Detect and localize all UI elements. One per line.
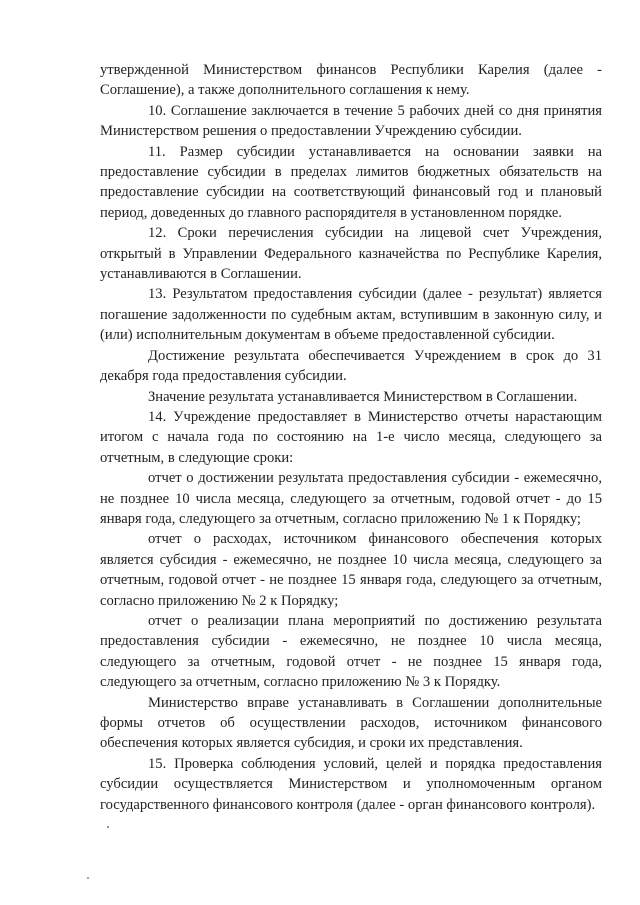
paragraph-15: 15. Проверка соблюдения условий, целей и порядка предоставления субсидии осуществляется Министерством и уполномоченным органом государственного финансового контроля (далее - орган финансового контроля). bbox=[100, 755, 602, 813]
paragraph-continuation: утвержденной Министерством финансов Республики Карелия (далее - Соглашение), а также дополнительного соглашения к нему. bbox=[100, 62, 602, 99]
paragraph-14-report-result: отчет о достижении результата предоставления субсидии - ежемесячно, не позднее 10 числа месяца, следующего за отчетным, годовой отчет - до 15 января года, следующего за отчетным, согласно приложению № 1 к Порядку; bbox=[100, 470, 602, 527]
paragraph-12: 12. Сроки перечисления субсидии на лицевой счет Учреждения, открытый в Управлении Федерального казначейства по Республике Карелия, устанавливаются в Соглашении. bbox=[100, 225, 602, 283]
paragraph-14-additional-forms: Министерство вправе устанавливать в Соглашении дополнительные формы отчетов об осуществлении расходов, источником финансового обеспечения которых является субсидия, и сроки их представления. bbox=[100, 694, 602, 752]
paragraph-14-report-plan: отчет о реализации плана мероприятий по достижению результата предоставления субсидии - ежемесячно, не позднее 10 числа месяца, следующего за отчетным, годовой отчет - не позднее 15 января года, следующего за отчетным, согласно приложению № 3 к Порядку. bbox=[100, 612, 602, 691]
paragraph-13-deadline: Достижение результата обеспечивается Учреждением в срок до 31 декабря года предоставления субсидии. bbox=[100, 347, 602, 385]
scan-speck bbox=[87, 877, 89, 879]
paragraph-13-value: Значение результата устанавливается Министерством в Соглашении. bbox=[148, 388, 578, 405]
scan-speck bbox=[107, 826, 109, 828]
paragraph-11: 11. Размер субсидии устанавливается на основании заявки на предоставление субсидии в пределах лимитов бюджетных обязательств на предоставление субсидии на соответствующий финансовый год и плановый период, доведенных до главного распорядителя в установленном порядке. bbox=[100, 143, 602, 221]
paragraph-14: 14. Учреждение предоставляет в Министерство отчеты нарастающим итогом с начала года по состоянию на 1-е число месяца, следующего за отчетным, в следующие сроки: bbox=[100, 408, 602, 466]
paragraph-13: 13. Результатом предоставления субсидии (далее - результат) является погашение задолженности по судебным актам, вступившим в законную силу, и (или) исполнительным документам в объеме предоставленной субсидии. bbox=[100, 286, 602, 344]
paragraph-10: 10. Соглашение заключается в течение 5 рабочих дней со дня принятия Министерством решения о предоставлении Учреждению субсидии. bbox=[100, 102, 602, 140]
paragraph-14-report-expenses: отчет о расходах, источником финансового обеспечения которых является субсидия - ежемесячно, не позднее 10 числа месяца, следующего за отчетным, годовой отчет - не позднее 15 января года, следующего за отчетным, согласно приложению № 2 к Порядку; bbox=[100, 531, 602, 609]
